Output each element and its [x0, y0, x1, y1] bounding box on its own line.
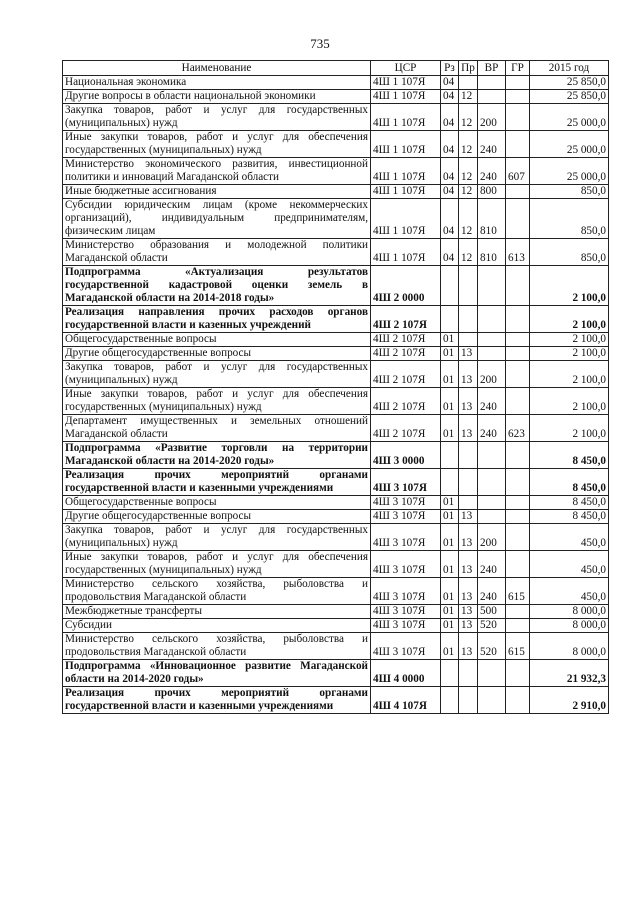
cell-pr: 13 [459, 551, 478, 578]
cell-vr: 240 [478, 415, 506, 442]
cell-gr [506, 469, 530, 496]
cell-csr: 4Ш 1 107Я [371, 131, 441, 158]
cell-amount: 8 450,0 [530, 496, 609, 510]
cell-rz: 01 [441, 415, 459, 442]
cell-pr: 12 [459, 104, 478, 131]
cell-csr: 4Ш 4 0000 [371, 660, 441, 687]
cell-vr [478, 266, 506, 306]
cell-amount: 8 000,0 [530, 605, 609, 619]
cell-name: Закупка товаров, работ и услуг для государственных (муниципальных) нужд [63, 104, 371, 131]
cell-amount: 850,0 [530, 199, 609, 239]
cell-rz [441, 660, 459, 687]
cell-pr [459, 266, 478, 306]
table-row [63, 687, 609, 714]
cell-rz: 01 [441, 524, 459, 551]
cell-csr: 4Ш 4 107Я [371, 687, 441, 714]
table-body [63, 76, 609, 714]
cell-name: Субсидии [63, 619, 371, 633]
cell-gr [506, 347, 530, 361]
cell-csr: 4Ш 3 107Я [371, 605, 441, 619]
cell-vr [478, 333, 506, 347]
cell-name: Подпрограмма «Развитие торговли на территории Магаданской области на 2014-2020 годы» [63, 442, 371, 469]
cell-rz: 04 [441, 199, 459, 239]
cell-amount: 450,0 [530, 524, 609, 551]
cell-name: Реализация прочих мероприятий органами государственной власти и казенными учреждениями [63, 469, 371, 496]
cell-vr: 810 [478, 199, 506, 239]
cell-pr: 13 [459, 524, 478, 551]
cell-name: Иные закупки товаров, работ и услуг для обеспечения государственных (муниципальных) нужд [63, 551, 371, 578]
cell-amount: 25 850,0 [530, 76, 609, 90]
cell-name: Иные бюджетные ассигнования [63, 185, 371, 199]
cell-amount: 8 000,0 [530, 619, 609, 633]
table-row [63, 578, 609, 605]
table-row [63, 158, 609, 185]
cell-gr [506, 388, 530, 415]
cell-amount: 450,0 [530, 551, 609, 578]
cell-name: Закупка товаров, работ и услуг для государственных (муниципальных) нужд [63, 361, 371, 388]
cell-vr: 500 [478, 605, 506, 619]
budget-table [62, 60, 609, 714]
cell-name: Департамент имущественных и земельных отношений Магаданской области [63, 415, 371, 442]
cell-rz: 04 [441, 90, 459, 104]
cell-rz: 04 [441, 158, 459, 185]
cell-csr: 4Ш 2 107Я [371, 361, 441, 388]
table-row [63, 361, 609, 388]
cell-gr [506, 333, 530, 347]
table-row [63, 524, 609, 551]
cell-gr [506, 551, 530, 578]
cell-pr: 13 [459, 388, 478, 415]
cell-vr: 800 [478, 185, 506, 199]
cell-amount: 2 100,0 [530, 306, 609, 333]
cell-vr [478, 76, 506, 90]
cell-pr [459, 306, 478, 333]
cell-pr [459, 333, 478, 347]
table-row [63, 660, 609, 687]
cell-gr [506, 185, 530, 199]
cell-name: Подпрограмма «Актуализация результатов государственной кадастровой оценки земель в Магаданской области на 2014-2018 годы» [63, 266, 371, 306]
cell-vr: 200 [478, 104, 506, 131]
cell-amount: 21 932,3 [530, 660, 609, 687]
cell-name: Межбюджетные трансферты [63, 605, 371, 619]
cell-csr: 4Ш 2 107Я [371, 333, 441, 347]
cell-vr: 520 [478, 619, 506, 633]
cell-rz [441, 469, 459, 496]
cell-csr: 4Ш 3 107Я [371, 524, 441, 551]
cell-name: Общегосударственные вопросы [63, 496, 371, 510]
cell-gr [506, 199, 530, 239]
cell-name: Другие общегосударственные вопросы [63, 347, 371, 361]
table-row [63, 347, 609, 361]
cell-gr [506, 442, 530, 469]
cell-pr [459, 660, 478, 687]
header-gr: ГР [506, 61, 530, 76]
table-row [63, 633, 609, 660]
cell-rz: 01 [441, 361, 459, 388]
cell-amount: 25 000,0 [530, 131, 609, 158]
cell-amount: 450,0 [530, 578, 609, 605]
table-row [63, 469, 609, 496]
cell-gr [506, 619, 530, 633]
cell-rz: 01 [441, 496, 459, 510]
cell-gr: 607 [506, 158, 530, 185]
cell-rz: 01 [441, 333, 459, 347]
cell-rz: 01 [441, 619, 459, 633]
cell-pr: 12 [459, 131, 478, 158]
cell-csr: 4Ш 2 107Я [371, 306, 441, 333]
header-name: Наименование [63, 61, 371, 76]
cell-pr: 13 [459, 619, 478, 633]
cell-name: Реализация прочих мероприятий органами государственной власти и казенными учреждениями [63, 687, 371, 714]
header-year: 2015 год [530, 61, 609, 76]
cell-gr: 615 [506, 578, 530, 605]
cell-pr: 12 [459, 90, 478, 104]
cell-gr [506, 605, 530, 619]
cell-vr [478, 442, 506, 469]
cell-pr: 13 [459, 578, 478, 605]
cell-pr: 12 [459, 239, 478, 266]
cell-csr: 4Ш 3 107Я [371, 496, 441, 510]
cell-vr: 240 [478, 388, 506, 415]
cell-vr: 240 [478, 131, 506, 158]
table-row [63, 104, 609, 131]
cell-vr [478, 660, 506, 687]
cell-amount: 25 000,0 [530, 104, 609, 131]
cell-name: Министерство образования и молодежной политики Магаданской области [63, 239, 371, 266]
cell-amount: 2 100,0 [530, 388, 609, 415]
cell-gr [506, 510, 530, 524]
table-row [63, 306, 609, 333]
cell-rz: 01 [441, 605, 459, 619]
cell-vr: 200 [478, 524, 506, 551]
cell-name: Министерство сельского хозяйства, рыболовства и продовольствия Магаданской области [63, 633, 371, 660]
cell-vr [478, 306, 506, 333]
header-vr: ВР [478, 61, 506, 76]
cell-csr: 4Ш 2 107Я [371, 415, 441, 442]
cell-pr [459, 469, 478, 496]
table-row [63, 415, 609, 442]
cell-amount: 8 450,0 [530, 469, 609, 496]
table-row [63, 90, 609, 104]
table-row [63, 266, 609, 306]
cell-name: Другие общегосударственные вопросы [63, 510, 371, 524]
cell-gr [506, 131, 530, 158]
cell-rz [441, 687, 459, 714]
cell-csr: 4Ш 3 107Я [371, 633, 441, 660]
cell-name: Реализация направления прочих расходов органов государственной власти и казенных учреждений [63, 306, 371, 333]
cell-gr [506, 524, 530, 551]
cell-gr [506, 306, 530, 333]
table-row [63, 185, 609, 199]
table-row [63, 199, 609, 239]
table-row [63, 76, 609, 90]
cell-csr: 4Ш 3 107Я [371, 469, 441, 496]
cell-vr [478, 510, 506, 524]
cell-csr: 4Ш 1 107Я [371, 199, 441, 239]
cell-amount: 8 450,0 [530, 510, 609, 524]
cell-vr: 240 [478, 551, 506, 578]
cell-rz: 01 [441, 578, 459, 605]
cell-amount: 25 850,0 [530, 90, 609, 104]
cell-gr [506, 496, 530, 510]
cell-gr: 623 [506, 415, 530, 442]
cell-pr [459, 442, 478, 469]
table-row [63, 510, 609, 524]
cell-gr [506, 76, 530, 90]
table-row [63, 442, 609, 469]
cell-gr [506, 90, 530, 104]
cell-vr [478, 496, 506, 510]
cell-amount: 8 450,0 [530, 442, 609, 469]
cell-vr: 240 [478, 578, 506, 605]
cell-name: Общегосударственные вопросы [63, 333, 371, 347]
header-csr: ЦСР [371, 61, 441, 76]
cell-pr [459, 496, 478, 510]
cell-pr [459, 687, 478, 714]
cell-name: Другие вопросы в области национальной экономики [63, 90, 371, 104]
cell-vr: 810 [478, 239, 506, 266]
cell-rz: 01 [441, 551, 459, 578]
table-row [63, 131, 609, 158]
cell-gr [506, 687, 530, 714]
cell-pr [459, 76, 478, 90]
cell-gr: 615 [506, 633, 530, 660]
cell-csr: 4Ш 1 107Я [371, 76, 441, 90]
cell-csr: 4Ш 2 107Я [371, 347, 441, 361]
cell-name: Подпрограмма «Инновационное развитие Магаданской области на 2014-2020 годы» [63, 660, 371, 687]
cell-gr [506, 104, 530, 131]
cell-amount: 850,0 [530, 185, 609, 199]
cell-pr: 12 [459, 185, 478, 199]
cell-rz: 04 [441, 104, 459, 131]
cell-rz [441, 442, 459, 469]
cell-name: Министерство сельского хозяйства, рыболовства и продовольствия Магаданской области [63, 578, 371, 605]
cell-amount: 25 000,0 [530, 158, 609, 185]
cell-pr: 12 [459, 199, 478, 239]
cell-csr: 4Ш 1 107Я [371, 104, 441, 131]
cell-vr [478, 90, 506, 104]
cell-vr: 240 [478, 158, 506, 185]
cell-rz [441, 266, 459, 306]
cell-csr: 4Ш 3 107Я [371, 551, 441, 578]
cell-amount: 2 100,0 [530, 333, 609, 347]
cell-rz: 04 [441, 239, 459, 266]
cell-csr: 4Ш 1 107Я [371, 185, 441, 199]
cell-pr: 13 [459, 361, 478, 388]
cell-gr [506, 266, 530, 306]
table-row [63, 333, 609, 347]
cell-csr: 4Ш 2 107Я [371, 388, 441, 415]
cell-csr: 4Ш 2 0000 [371, 266, 441, 306]
cell-pr: 13 [459, 633, 478, 660]
cell-vr [478, 347, 506, 361]
cell-csr: 4Ш 3 107Я [371, 578, 441, 605]
cell-vr [478, 469, 506, 496]
cell-amount: 850,0 [530, 239, 609, 266]
cell-csr: 4Ш 1 107Я [371, 90, 441, 104]
cell-amount: 8 000,0 [530, 633, 609, 660]
cell-rz: 04 [441, 185, 459, 199]
cell-csr: 4Ш 1 107Я [371, 158, 441, 185]
cell-pr: 13 [459, 415, 478, 442]
cell-amount: 2 910,0 [530, 687, 609, 714]
cell-vr [478, 687, 506, 714]
cell-rz: 01 [441, 510, 459, 524]
cell-rz: 04 [441, 76, 459, 90]
cell-rz: 01 [441, 347, 459, 361]
cell-name: Министерство экономического развития, инвестиционной политики и инноваций Магаданской области [63, 158, 371, 185]
table-row [63, 605, 609, 619]
cell-name: Национальная экономика [63, 76, 371, 90]
cell-name: Иные закупки товаров, работ и услуг для обеспечения государственных (муниципальных) нужд [63, 131, 371, 158]
table-row [63, 496, 609, 510]
table-row [63, 388, 609, 415]
cell-rz: 01 [441, 633, 459, 660]
cell-csr: 4Ш 1 107Я [371, 239, 441, 266]
cell-rz: 04 [441, 131, 459, 158]
cell-pr: 13 [459, 347, 478, 361]
cell-gr: 613 [506, 239, 530, 266]
header-rz: Рз [441, 61, 459, 76]
cell-vr: 520 [478, 633, 506, 660]
cell-gr [506, 361, 530, 388]
table-row [63, 239, 609, 266]
cell-csr: 4Ш 3 107Я [371, 510, 441, 524]
cell-name: Субсидии юридическим лицам (кроме некоммерческих организаций), индивидуальным предпринимателям, физическим лицам [63, 199, 371, 239]
cell-rz: 01 [441, 388, 459, 415]
cell-amount: 2 100,0 [530, 361, 609, 388]
header-pr: Пр [459, 61, 478, 76]
cell-amount: 2 100,0 [530, 347, 609, 361]
cell-pr: 12 [459, 158, 478, 185]
cell-csr: 4Ш 3 0000 [371, 442, 441, 469]
cell-name: Закупка товаров, работ и услуг для государственных (муниципальных) нужд [63, 524, 371, 551]
cell-pr: 13 [459, 605, 478, 619]
cell-rz [441, 306, 459, 333]
cell-pr: 13 [459, 510, 478, 524]
cell-gr [506, 660, 530, 687]
cell-csr: 4Ш 3 107Я [371, 619, 441, 633]
cell-amount: 2 100,0 [530, 266, 609, 306]
cell-vr: 200 [478, 361, 506, 388]
cell-amount: 2 100,0 [530, 415, 609, 442]
table-header-row [63, 61, 609, 76]
table-row [63, 551, 609, 578]
table-row [63, 619, 609, 633]
page-number: 735 [310, 36, 330, 51]
cell-name: Иные закупки товаров, работ и услуг для обеспечения государственных (муниципальных) нужд [63, 388, 371, 415]
